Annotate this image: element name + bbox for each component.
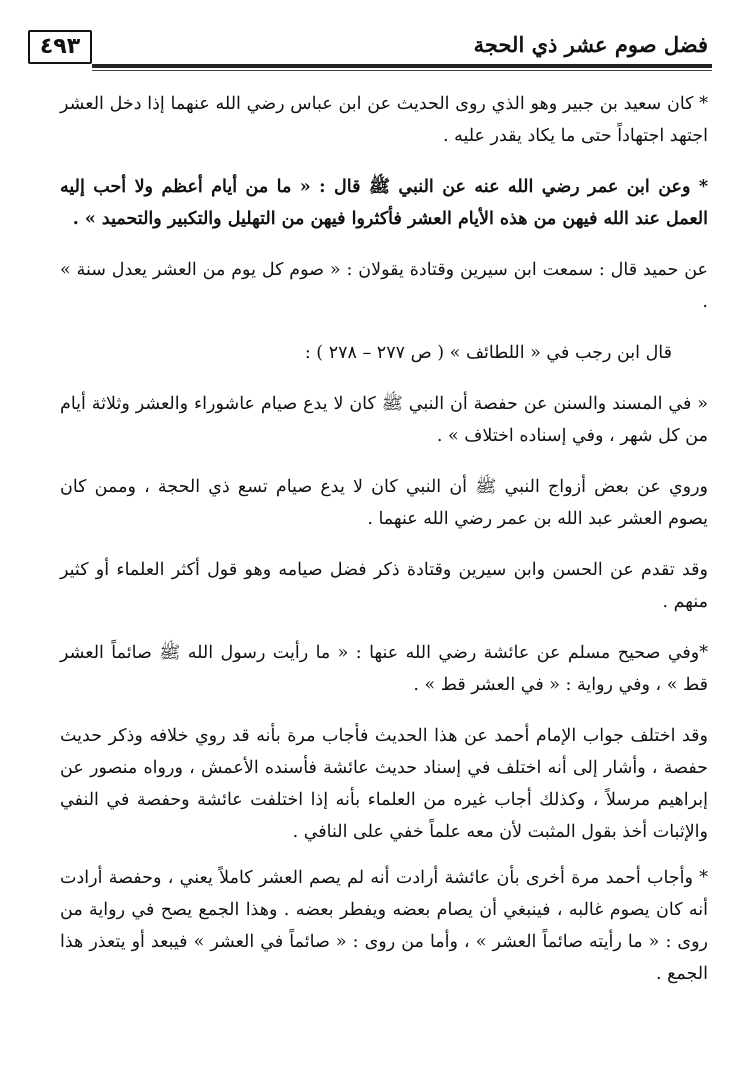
body-text bbox=[60, 88, 708, 1009]
paragraph-wives-of-prophet: وروي عن بعض أزواج النبي ﷺ أن النبي كان لا يدع صيام تسع ذي الحجة ، وممن كان يصوم العشر عبد الله بن عمر رضي الله عنهما . bbox=[60, 477, 708, 529]
paragraph-sahih-muslim: *وفي صحيح مسلم عن عائشة رضي الله عنها : « ما رأيت رسول الله ﷺ صائماً العشر قط » ، وفي رواية : « في العشر قط » . bbox=[60, 643, 708, 695]
paragraph-reconciliation: * وأجاب أحمد مرة أخرى بأن عائشة أرادت أنه لم يصم العشر كاملاً يعني ، وحفصة أرادت أنه كان يصوم غالبه ، فينبغي أن يصام بعضه ويفطر بعضه . وهذا الجمع يصح في رواية من روى : « ما رأيته صائماً العشر » ، وأما من روى : « صائماً في العشر » فيبعد أو يتعذر هذا الجمع . bbox=[60, 868, 708, 984]
paragraph-musnad-hafsa: « في المسند والسنن عن حفصة أن النبي ﷺ كان لا يدع صيام عاشوراء والعشر وثلاثة أيام من كل شهر ، وفي إسناده اختلاف » . bbox=[60, 394, 708, 446]
header-rule bbox=[92, 64, 712, 68]
paragraph-said-bin-jubayr: * كان سعيد بن جبير وهو الذي روى الحديث عن ابن عباس رضي الله عنهما إذا دخل العشر اجتهد اجتهاداً حتى ما يكاد يقدر عليه . bbox=[60, 94, 708, 146]
paragraph-ibn-umar-hadith: * وعن ابن عمر رضي الله عنه عن النبي ﷺ قال : « ما من أيام أعظم ولا أحب إليه العمل عند الله فيهن من هذه الأيام العشر فأكثروا فيهن من التهليل والتكبير والتحميد » . bbox=[60, 177, 708, 229]
paragraph-majority-scholars: وقد تقدم عن الحسن وابن سيرين وقتادة ذكر فضل صيامه وهو قول أكثر العلماء أو كثير منهم . bbox=[60, 560, 708, 612]
paragraph-ibn-rajab: قال ابن رجب في « اللطائف » ( ص ٢٧٧ – ٢٧٨ ) : bbox=[304, 343, 672, 363]
running-title: فضل صوم عشر ذي الحجة bbox=[473, 32, 708, 57]
page-number: ٤٩٣ bbox=[28, 30, 92, 64]
paragraph-imam-ahmad-answer: وقد اختلف جواب الإمام أحمد عن هذا الحديث فأجاب مرة بأنه قد روي خلافه وذكر حديث حفصة ، وأشار إلى أنه اختلف في إسناد حديث عائشة فأسنده الأعمش ، ورواه منصور عن إبراهيم مرسلاً ، وكذلك أجاب غيره من العلماء بأنه إذا اختلفت عائشة وحفصة في النفي والإثبات أخذ بقول المثبت لأن معه علماً خفي على النافي . bbox=[60, 726, 708, 842]
paragraph-humayd: عن حميد قال : سمعت ابن سيرين وقتادة يقولان : « صوم كل يوم من العشر يعدل سنة » . bbox=[60, 260, 708, 312]
